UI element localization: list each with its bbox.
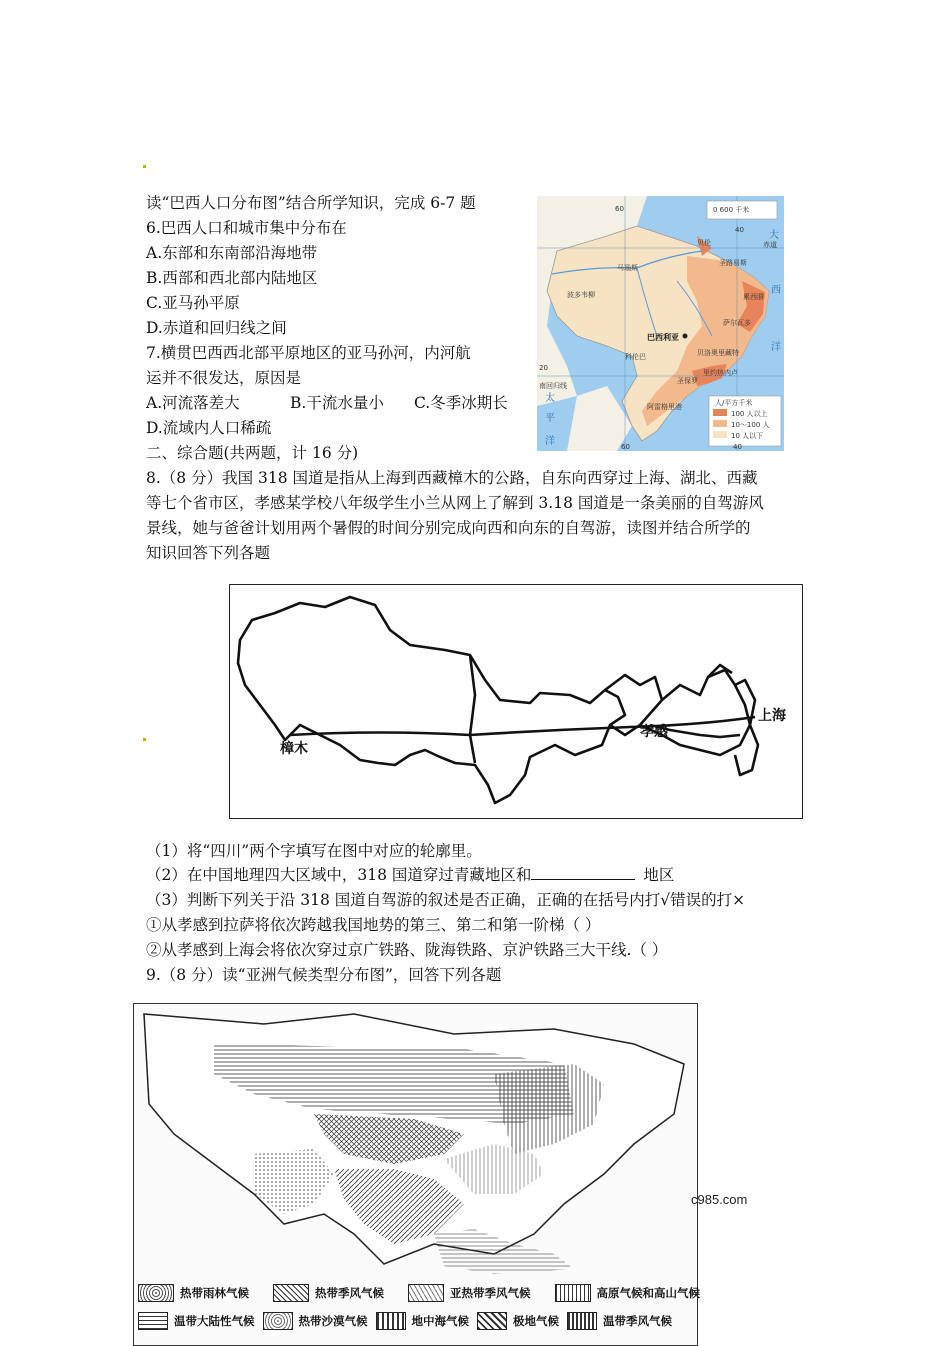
legend-label: 高原气候和高山气候 <box>596 1286 700 1300</box>
legend-swatch <box>263 1312 293 1330</box>
scale-label: 0 600 千米 <box>713 206 750 214</box>
asia-map-graphic <box>134 1004 697 1279</box>
sea-label: 平 <box>545 413 555 424</box>
capital-label: 巴西利亚 <box>647 333 679 342</box>
label-shanghai: 上海 <box>758 708 786 724</box>
city-label: 里约热内卢 <box>703 369 738 377</box>
q6-option-d: D.赤道和回归线之间 <box>146 319 287 337</box>
sea-label: 大 <box>769 230 779 241</box>
legend-label: 热带季风气候 <box>315 1286 384 1300</box>
q7-option-c: C.冬季冰期长 <box>414 394 508 412</box>
q9-stem: 9.（8 分）读“亚洲气候类型分布图”，回答下列各题 <box>146 966 502 984</box>
q8-item-2: ②从孝感到上海会将依次穿过京广铁路、陇海铁路、京沪铁路三大干线.（ ） <box>146 941 668 959</box>
lon-label: 40 <box>735 226 744 234</box>
sea-label: 太 <box>545 393 555 404</box>
q8-sub-2-after: 地区 <box>643 866 675 884</box>
q8-line-3: 景线，她与爸爸计划用两个暑假的时间分别完成向西和向东的自驾游，读图并结合所学的 <box>146 519 751 537</box>
brazil-population-map <box>537 196 784 451</box>
legend-label: 热带雨林气候 <box>180 1286 249 1300</box>
city-label: 累西腓 <box>743 293 764 301</box>
q7-option-b: B.干流水量小 <box>290 394 384 412</box>
tropic-label: 南回归线 <box>539 382 567 390</box>
intro-6-7: 读“巴西人口分布图”结合所学知识，完成 6-7 题 <box>146 194 476 212</box>
legend-row-1 <box>138 1284 724 1302</box>
legend-label: 地中海气候 <box>411 1314 469 1328</box>
legend-swatch <box>138 1284 174 1302</box>
q6-option-c: C.亚马孙平原 <box>146 294 240 312</box>
legend-item: 100 人以上 <box>731 410 768 418</box>
q6-option-a: A.东部和东南部沿海地带 <box>146 244 318 262</box>
q8-sub-1: （1）将“四川”两个字填写在图中对应的轮廓里。 <box>146 842 482 860</box>
scan-dot <box>143 165 146 168</box>
city-label: 贝伦 <box>697 239 711 247</box>
legend-label: 温带大陆性气候 <box>174 1314 255 1328</box>
city-label: 科伦巴 <box>625 353 646 361</box>
lon-label: 60 <box>615 205 624 213</box>
q6-stem: 6.巴西人口和城市集中分布在 <box>146 219 347 237</box>
lat-label: 20 <box>539 364 548 372</box>
q8-sub-2 <box>146 865 674 885</box>
q8-line-4: 知识回答下列各题 <box>146 544 271 562</box>
legend-label: 热带沙漠气候 <box>298 1314 368 1328</box>
legend-swatch <box>567 1312 597 1330</box>
scan-dot <box>143 738 146 741</box>
asia-climate-map <box>133 1003 748 1346</box>
q6-option-b: B.西部和西北部内陆地区 <box>146 269 318 287</box>
route-318-map <box>229 584 803 819</box>
legend-item: 10 人以下 <box>731 432 764 440</box>
sea-label: 洋 <box>545 436 555 447</box>
city-label: 萨尔瓦多 <box>723 319 751 327</box>
legend-title: 人/平方千米 <box>715 399 753 407</box>
watermark: c985.com <box>691 1192 748 1207</box>
section-2-title: 二、综合题(共两题，计 16 分) <box>146 444 359 462</box>
legend-label: 亚热带季风气候 <box>450 1286 531 1300</box>
label-xiaogan: 孝感 <box>640 724 668 740</box>
q8-line-1: 8.（8 分）我国 318 国道是指从上海到西藏樟木的公路，自东向西穿过上海、湖北、西藏 <box>146 469 758 487</box>
city-label: 阿雷格里港 <box>647 403 682 411</box>
q7-option-a: A.河流落差大 <box>146 394 240 412</box>
q8-line-2: 等七个省市区，孝感某学校八年级学生小兰从网上了解到 3.18 国道是一条美丽的自驾游风 <box>146 494 764 512</box>
lon-label: 60 <box>621 443 630 451</box>
city-label: 波多韦柳 <box>567 291 595 299</box>
legend-swatch <box>555 1284 591 1302</box>
q8-sub-3: （3）判断下列关于沿 318 国道自驾游的叙述是否正确，正确的在括号内打√错误的打× <box>146 891 746 909</box>
legend-swatch <box>408 1284 444 1302</box>
q7-stem-1: 7.横贯巴西西北部平原地区的亚马孙河，内河航 <box>146 344 471 362</box>
legend-swatch <box>138 1312 168 1330</box>
q7-option-d: D.流域内人口稀疏 <box>146 419 272 437</box>
q7-stem-2: 运并不很发达，原因是 <box>146 369 302 387</box>
legend-label: 温带季风气候 <box>603 1314 672 1328</box>
city-label: 贝洛奥里藏特 <box>697 349 739 357</box>
legend-swatch <box>477 1312 507 1330</box>
lon-label: 40 <box>733 443 742 451</box>
equator-label: 赤道 <box>763 241 777 249</box>
legend-label: 极地气候 <box>513 1314 559 1328</box>
sea-label: 洋 <box>771 342 781 353</box>
city-label: 圣路易斯 <box>719 259 747 267</box>
city-label: 圣保罗 <box>677 377 698 385</box>
q8-sub-2-before: （2）在中国地理四大区域中，318 国道穿过青藏地区和 <box>146 866 532 884</box>
city-label: 马瑙斯 <box>617 264 638 272</box>
label-zhangmu: 樟木 <box>280 741 308 757</box>
route-outline-graphic <box>230 585 802 818</box>
legend-swatch <box>273 1284 309 1302</box>
legend-swatch <box>376 1312 406 1330</box>
sea-label: 西 <box>771 285 781 296</box>
legend-row-2 <box>138 1312 672 1330</box>
q8-item-1: ①从孝感到拉萨将依次跨越我国地势的第三、第二和第一阶梯（ ） <box>146 916 601 934</box>
answer-blank[interactable] <box>531 865 635 880</box>
legend-item: 10～100 人 <box>731 421 770 429</box>
